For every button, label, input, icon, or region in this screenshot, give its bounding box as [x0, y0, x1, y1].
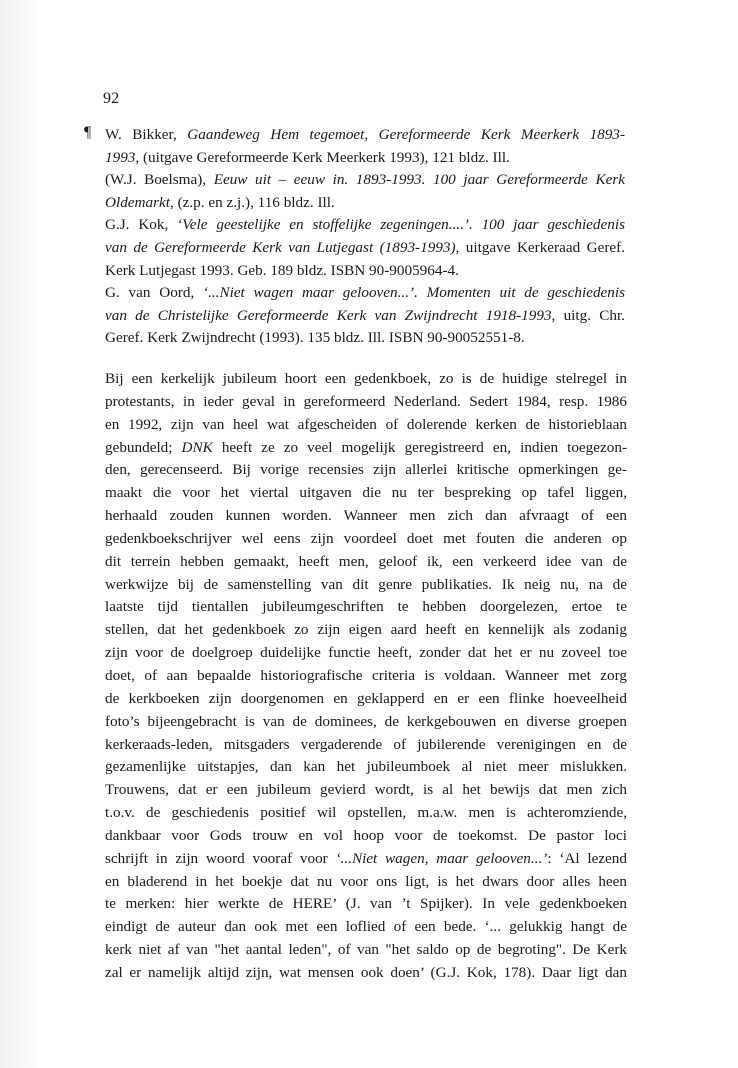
body-line	[105, 734, 627, 757]
text-segment: , uitg. Chr.	[551, 306, 625, 324]
text-segment: te merken: hier werkte de HERE’ (J. van ’t Spijker). In vele gedenkboeken	[105, 895, 627, 913]
body-line	[105, 939, 627, 962]
text-segment: stellen, dat het gedenkboek zo zijn eigen aard heeft en kennelijk als zodanig	[105, 621, 627, 639]
reference-line	[105, 169, 625, 192]
text-segment: doet, of aan bepaalde historiografische criteria is voldaan. Wanneer met zorg	[105, 666, 627, 684]
text-segment: zijn voor de doelgroep duidelijke functie heeft, zonder dat het er nu zoveel toe	[105, 644, 627, 662]
reference-line	[105, 282, 625, 305]
text-segment: G.J. Kok,	[105, 216, 178, 234]
body-line	[105, 505, 627, 528]
text-segment: G. van Oord,	[105, 284, 204, 302]
reference-line	[105, 192, 625, 215]
italic-text-segment: ‘...Niet wagen maar gelooven...’. Momenten uit de geschiedenis	[203, 284, 626, 302]
body-line	[105, 802, 627, 825]
text-segment: schrijft in zijn woord vooraf voor	[105, 849, 336, 867]
review-body-text	[105, 368, 627, 985]
body-line	[105, 665, 627, 688]
body-line	[105, 414, 627, 437]
body-line	[105, 825, 627, 848]
text-segment: , uitgave Kerkeraad Geref.	[455, 238, 625, 256]
body-line	[105, 916, 627, 939]
reference-line	[105, 327, 625, 350]
body-line	[105, 779, 627, 802]
body-line	[105, 893, 627, 916]
text-segment: maakt die voor het viertal uitgaven die nu ter bespreking op tafel liggen,	[105, 484, 627, 502]
text-segment: gedenkboekschrijver wel eens zijn voordeel doet met fouten die anderen op	[105, 529, 627, 547]
italic-text-segment: Eeuw uit – eeuw in. 1893-1993. 100 jaar Gereformeerde Kerk	[213, 171, 626, 189]
reference-line	[105, 147, 625, 170]
body-line	[105, 711, 627, 734]
text-segment: , (uitgave Gereformeerde Kerk Meerkerk 1993), 121 bldz. Ill.	[135, 148, 510, 166]
text-segment: W. Bikker,	[105, 126, 188, 143]
italic-text-segment: DNK	[181, 438, 213, 456]
text-segment: heeft ze zo veel mogelijk geregistreerd en, indien toegezon-	[212, 438, 627, 456]
italic-text-segment: ‘...Niet wagen, maar gelooven...’	[335, 849, 548, 867]
italic-text-segment: Gaandeweg Hem tegemoet, Gereformeerde Kerk Meerkerk 1893-	[187, 126, 626, 143]
body-line	[105, 437, 627, 460]
text-segment: zal er namelijk altijd zijn, wat mensen ook doen’ (G.J. Kok, 178). Daar ligt dan	[105, 963, 627, 981]
body-line	[105, 962, 627, 985]
text-segment: kerk niet af van "het aantal leden", of van "het saldo op de begroting". De Kerk	[105, 941, 627, 959]
text-segment: , (z.p. en z.j.), 116 bldz. Ill.	[169, 193, 335, 211]
text-segment: eindigt de auteur dan ook met een loflied of een bede. ‘... gelukkig hangt de	[105, 918, 627, 936]
text-segment: (W.J. Boelsma),	[105, 171, 214, 189]
text-segment: den, gerecenseerd. Bij vorige recensies zijn allerlei kritische opmerkingen ge-	[105, 461, 627, 479]
body-line	[105, 619, 627, 642]
text-segment: Geref. Kerk Zwijndrecht (1993). 135 bldz. Ill. ISBN 90-90052551-8.	[105, 329, 525, 347]
body-line	[105, 596, 627, 619]
body-line	[105, 391, 627, 414]
body-line	[105, 642, 627, 665]
italic-text-segment: van de Gereformeerde Kerk van Lutjegast (1893-1993)	[105, 238, 456, 256]
text-segment: kerkeraads-leden, mitsgaders vergaderende of jubilerende verenigingen en de	[105, 735, 627, 753]
text-segment: Kerk Lutjegast 1993. Geb. 189 bldz. ISBN 90-9005964-4.	[105, 261, 459, 279]
text-segment: gebundeld;	[105, 438, 182, 456]
text-segment: herhaald zouden kunnen worden. Wanneer men zich dan afvraagt of een	[105, 507, 627, 525]
italic-text-segment: 1993	[105, 148, 136, 166]
body-line	[105, 551, 627, 574]
text-segment: de kerkboeken zijn doorgenomen en geklapperd en er een flinke hoeveelheid	[105, 689, 627, 707]
italic-text-segment: van de Christelijke Gereformeerde Kerk van Zwijndrecht 1918-1993	[105, 306, 552, 324]
reference-line	[105, 260, 625, 283]
body-line	[105, 574, 627, 597]
reference-line	[105, 214, 625, 237]
body-line	[105, 482, 627, 505]
body-line	[105, 688, 627, 711]
italic-text-segment: Oldemarkt	[105, 193, 170, 211]
text-segment: werkwijze bij de samenstelling van dit genre publikaties. Ik neig nu, na de	[105, 575, 627, 593]
italic-text-segment: ‘Vele geestelijke en stoffelijke zegeningen....’. 100 jaar geschiedenis	[177, 216, 625, 234]
reference-line	[105, 305, 625, 328]
page-number: 92	[103, 90, 120, 107]
text-segment: en bladerend in het boekje dat nu voor ons ligt, is het dwars door alles heen	[105, 872, 627, 890]
pilcrow-mark: ¶	[84, 124, 92, 141]
bibliographic-references	[105, 124, 625, 350]
text-segment: laatste tijd tientallen jubileumgeschriften te hebben doorgelezen, ertoe te	[105, 598, 627, 616]
text-segment: foto’s bijeengebracht is van de dominees, de kerkgebouwen en diverse groepen	[105, 712, 627, 730]
page-gutter-shadow	[0, 0, 42, 1068]
body-line	[105, 368, 627, 391]
text-segment: t.o.v. de geschiedenis positief wil opstellen, m.a.w. men is achteromziende,	[105, 804, 627, 822]
reference-line	[105, 124, 625, 147]
body-line	[105, 848, 627, 871]
text-segment: dit terrein hebben gemaakt, heeft men, geloof ik, een verkeerd idee van de	[105, 552, 627, 570]
text-segment: Trouwens, dat er een jubileum gevierd wordt, is al het bewijs dat men zich	[105, 781, 627, 799]
body-line	[105, 756, 627, 779]
text-segment: en 1992, zijn van heel wat afgescheiden of dolerende kerken de historieblaan	[105, 415, 627, 433]
text-segment: Bij een kerkelijk jubileum hoort een gedenkboek, zo is de huidige stelregel in	[105, 370, 627, 387]
text-segment: : ‘Al lezend	[547, 849, 627, 867]
body-line	[105, 528, 627, 551]
reference-line	[105, 237, 625, 260]
body-line	[105, 871, 627, 894]
body-line	[105, 459, 627, 482]
text-segment: dankbaar voor Gods trouw en vol hoop voor de toekomst. De pastor loci	[105, 826, 627, 844]
text-segment: protestants, in ieder geval in gereformeerd Nederland. Sedert 1984, resp. 1986	[105, 392, 627, 410]
text-segment: gezamenlijke uitstapjes, dan kan het jubileumboek al niet meer mislukken.	[105, 758, 627, 776]
